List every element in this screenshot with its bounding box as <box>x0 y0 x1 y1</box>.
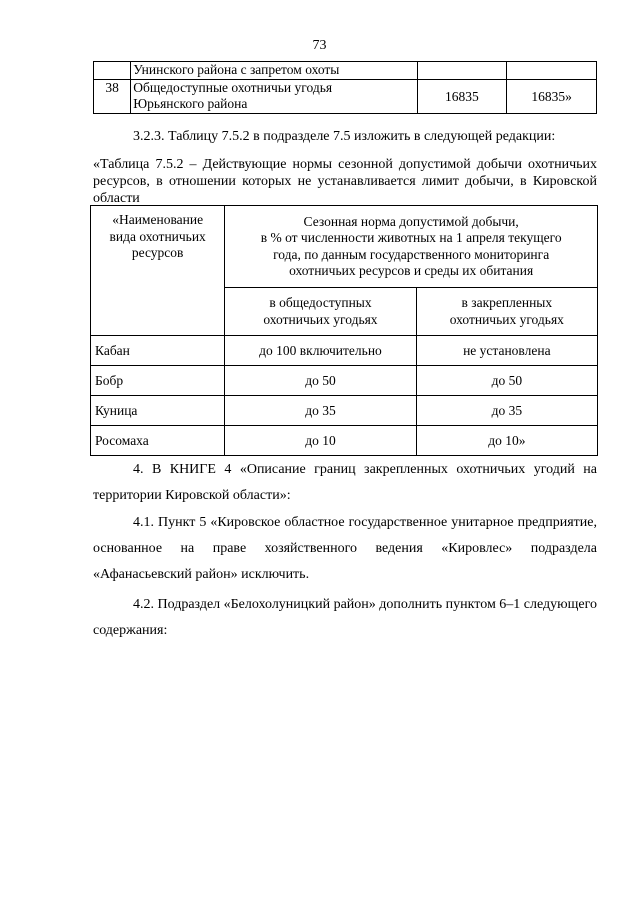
paragraph-4-1: 4.1. Пункт 5 «Кировское областное государственное унитарное предприятие, основанное на праве хозяйственного ведения «Кировлес» подраздела «Афанасьевский район» исключить. <box>93 515 597 582</box>
page-number: 73 <box>312 38 327 53</box>
header-line: в % от численности животных на 1 апреля текущего <box>260 230 562 245</box>
area-name <box>131 80 417 114</box>
header-line: ресурсов <box>131 245 184 260</box>
header-line: вида охотничьих <box>109 228 206 244</box>
table-header-row <box>91 206 598 288</box>
public-norm-cell: до 10 <box>225 426 416 456</box>
header-species <box>91 206 225 336</box>
area-name <box>131 62 417 80</box>
table-row <box>91 426 598 456</box>
species-cell: Кабан <box>91 336 225 366</box>
species-cell: Куница <box>91 396 225 426</box>
table-caption: «Таблица 7.5.2 – Действующие нормы сезонной допустимой добычи охотничьих ресурсов, в отношении которых не устанавливается лимит добычи, в Кировской области <box>93 157 597 206</box>
continued-table <box>93 61 597 114</box>
row-number: 38 <box>94 80 131 114</box>
value-cell <box>507 62 597 80</box>
hunting-norms-table <box>90 205 598 456</box>
value-cell <box>417 62 507 80</box>
public-norm-cell: до 35 <box>225 396 416 426</box>
header-assigned-lands <box>416 288 597 336</box>
public-norm-cell: до 50 <box>225 366 416 396</box>
value-cell: 16835» <box>507 80 597 114</box>
species-cell: Бобр <box>91 366 225 396</box>
header-line: охотничьих угодьях <box>449 311 564 327</box>
header-public-lands <box>225 288 416 336</box>
assigned-norm-cell: до 50 <box>416 366 597 396</box>
table-row <box>91 336 598 366</box>
header-line: Сезонная норма допустимой добычи, <box>303 213 519 229</box>
table-row <box>94 62 597 80</box>
table-row <box>94 80 597 114</box>
area-name-line: Общедоступные охотничьи угодья <box>133 80 333 95</box>
paragraph-3-2-3: 3.2.3. Таблицу 7.5.2 в подразделе 7.5 изложить в следующей редакции: <box>133 129 556 144</box>
header-line: «Наименование <box>112 212 204 227</box>
species-cell: Росомаха <box>91 426 225 456</box>
header-line: в общедоступных <box>269 295 372 310</box>
assigned-norm-cell: до 35 <box>416 396 597 426</box>
table-row <box>91 366 598 396</box>
area-name-line: Юрьянского района <box>133 96 248 111</box>
paragraph-4-2: 4.2. Подраздел «Белохолуницкий район» дополнить пунктом 6–1 следующего содержания: <box>93 597 597 638</box>
assigned-norm-cell: не установлена <box>416 336 597 366</box>
header-line: года, по данным государственного мониторинга <box>273 246 550 262</box>
header-line: охотничьих ресурсов и среды их обитания <box>289 263 534 278</box>
header-line: в закрепленных <box>461 295 553 310</box>
value-cell: 16835 <box>417 80 507 114</box>
table-row <box>91 396 598 426</box>
paragraph-4: 4. В КНИГЕ 4 «Описание границ закрепленных охотничьих угодий на территории Кировской области»: <box>93 462 597 503</box>
assigned-norm-cell: до 10» <box>416 426 597 456</box>
public-norm-cell: до 100 включительно <box>225 336 416 366</box>
row-number <box>94 62 131 80</box>
header-norm <box>225 206 598 288</box>
area-name-line: Унинского района с запретом охоты <box>133 62 340 77</box>
header-line: охотничьих угодьях <box>263 311 378 327</box>
